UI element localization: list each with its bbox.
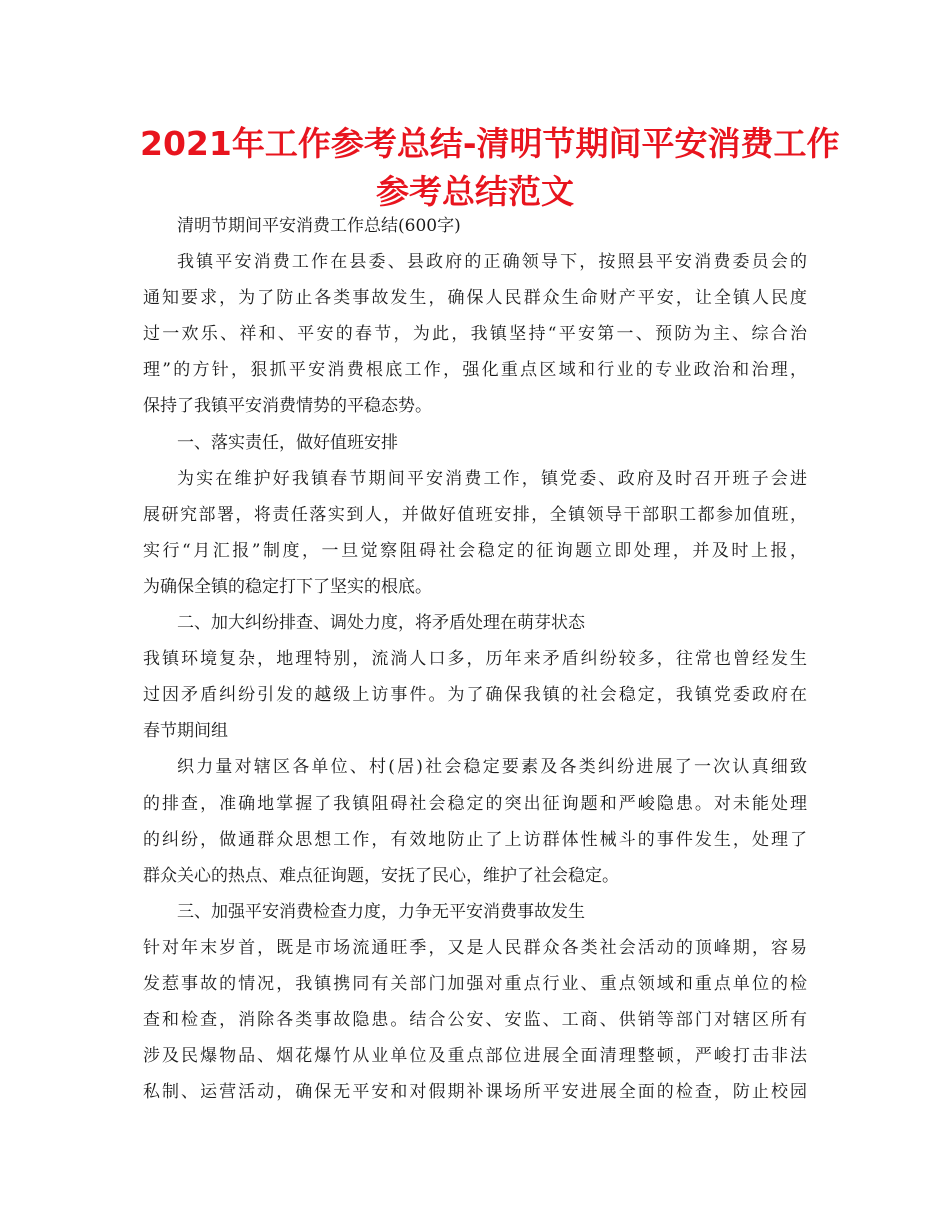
paragraph-line: 针对年末岁首，既是市场流通旺季，又是人民群众各类社会活动的顶峰期，容易: [143, 937, 807, 958]
paragraph-line: 为实在维护好我镇春节期间平安消费工作，镇党委、政府及时召开班子会进: [177, 468, 807, 489]
paragraph-line: 通知要求，为了防止各类事故发生，确保人民群众生命财产平安，让全镇人民度: [143, 288, 807, 309]
paragraph-line: 的纠纷，做通群众思想工作，有效地防止了上访群体性械斗的事件发生，处理了: [143, 829, 807, 850]
document-body: [143, 208, 807, 1110]
paragraph-line: 私制、运营活动，确保无平安和对假期补课场所平安进展全面的检查，防止校园: [143, 1082, 807, 1103]
section-heading: 二、加大纠纷排查、调处力度，将矛盾处理在萌芽状态: [177, 613, 585, 634]
paragraph-line: 织力量对辖区各单位、村(居)社会稳定要素及各类纠纷进展了一次认真细致: [177, 757, 807, 778]
section-heading: 三、加强平安消费检查力度，力争无平安消费事故发生: [177, 901, 585, 922]
paragraph-line: 实行“月汇报”制度，一旦觉察阻碍社会稳定的征询题立即处理，并及时上报，: [143, 540, 807, 561]
paragraph-line: 春节期间组: [143, 721, 228, 742]
paragraph-line: 为确保全镇的稳定打下了坚实的根底。: [143, 576, 432, 597]
paragraph-line: 群众关心的热点、难点征询题，安抚了民心，维护了社会稳定。: [143, 865, 619, 886]
document-title-line-1: 2021年工作参考总结-清明节期间平安消费工作: [140, 124, 840, 163]
paragraph-line: 展研究部署，将责任落实到人，并做好值班安排，全镇领导干部职工都参加值班，: [143, 504, 807, 525]
paragraph-line: 保持了我镇平安消费情势的平稳态势。: [143, 396, 432, 417]
subtitle-line: 清明节期间平安消费工作总结(600字): [177, 216, 461, 236]
document-title-line-2: 参考总结范文: [376, 172, 574, 211]
paragraph-line: 发惹事故的情况，我镇携同有关部门加强对重点行业、重点领域和重点单位的检: [143, 973, 807, 994]
paragraph-line: 我镇平安消费工作在县委、县政府的正确领导下，按照县平安消费委员会的: [177, 252, 807, 273]
paragraph-line: 的排查，准确地掌握了我镇阻碍社会稳定的突出征询题和严峻隐患。对未能处理: [143, 793, 807, 814]
paragraph-line: 过一欢乐、祥和、平安的春节，为此，我镇坚持“平安第一、预防为主、综合治: [143, 324, 807, 345]
paragraph-line: 我镇环境复杂，地理特别，流淌人口多，历年来矛盾纠纷较多，往常也曾经发生: [143, 649, 807, 670]
paragraph-line: 过因矛盾纠纷引发的越级上访事件。为了确保我镇的社会稳定，我镇党委政府在: [143, 685, 807, 706]
paragraph-line: 理”的方针，狠抓平安消费根底工作，强化重点区域和行业的专业政治和治理，: [143, 360, 807, 381]
paragraph-line: 查和检查，消除各类事故隐患。结合公安、安监、工商、供销等部门对辖区所有: [143, 1010, 807, 1031]
section-heading: 一、落实责任，做好值班安排: [177, 432, 398, 453]
paragraph-line: 涉及民爆物品、烟花爆竹从业单位及重点部位进展全面清理整顿，严峻打击非法: [143, 1046, 807, 1067]
